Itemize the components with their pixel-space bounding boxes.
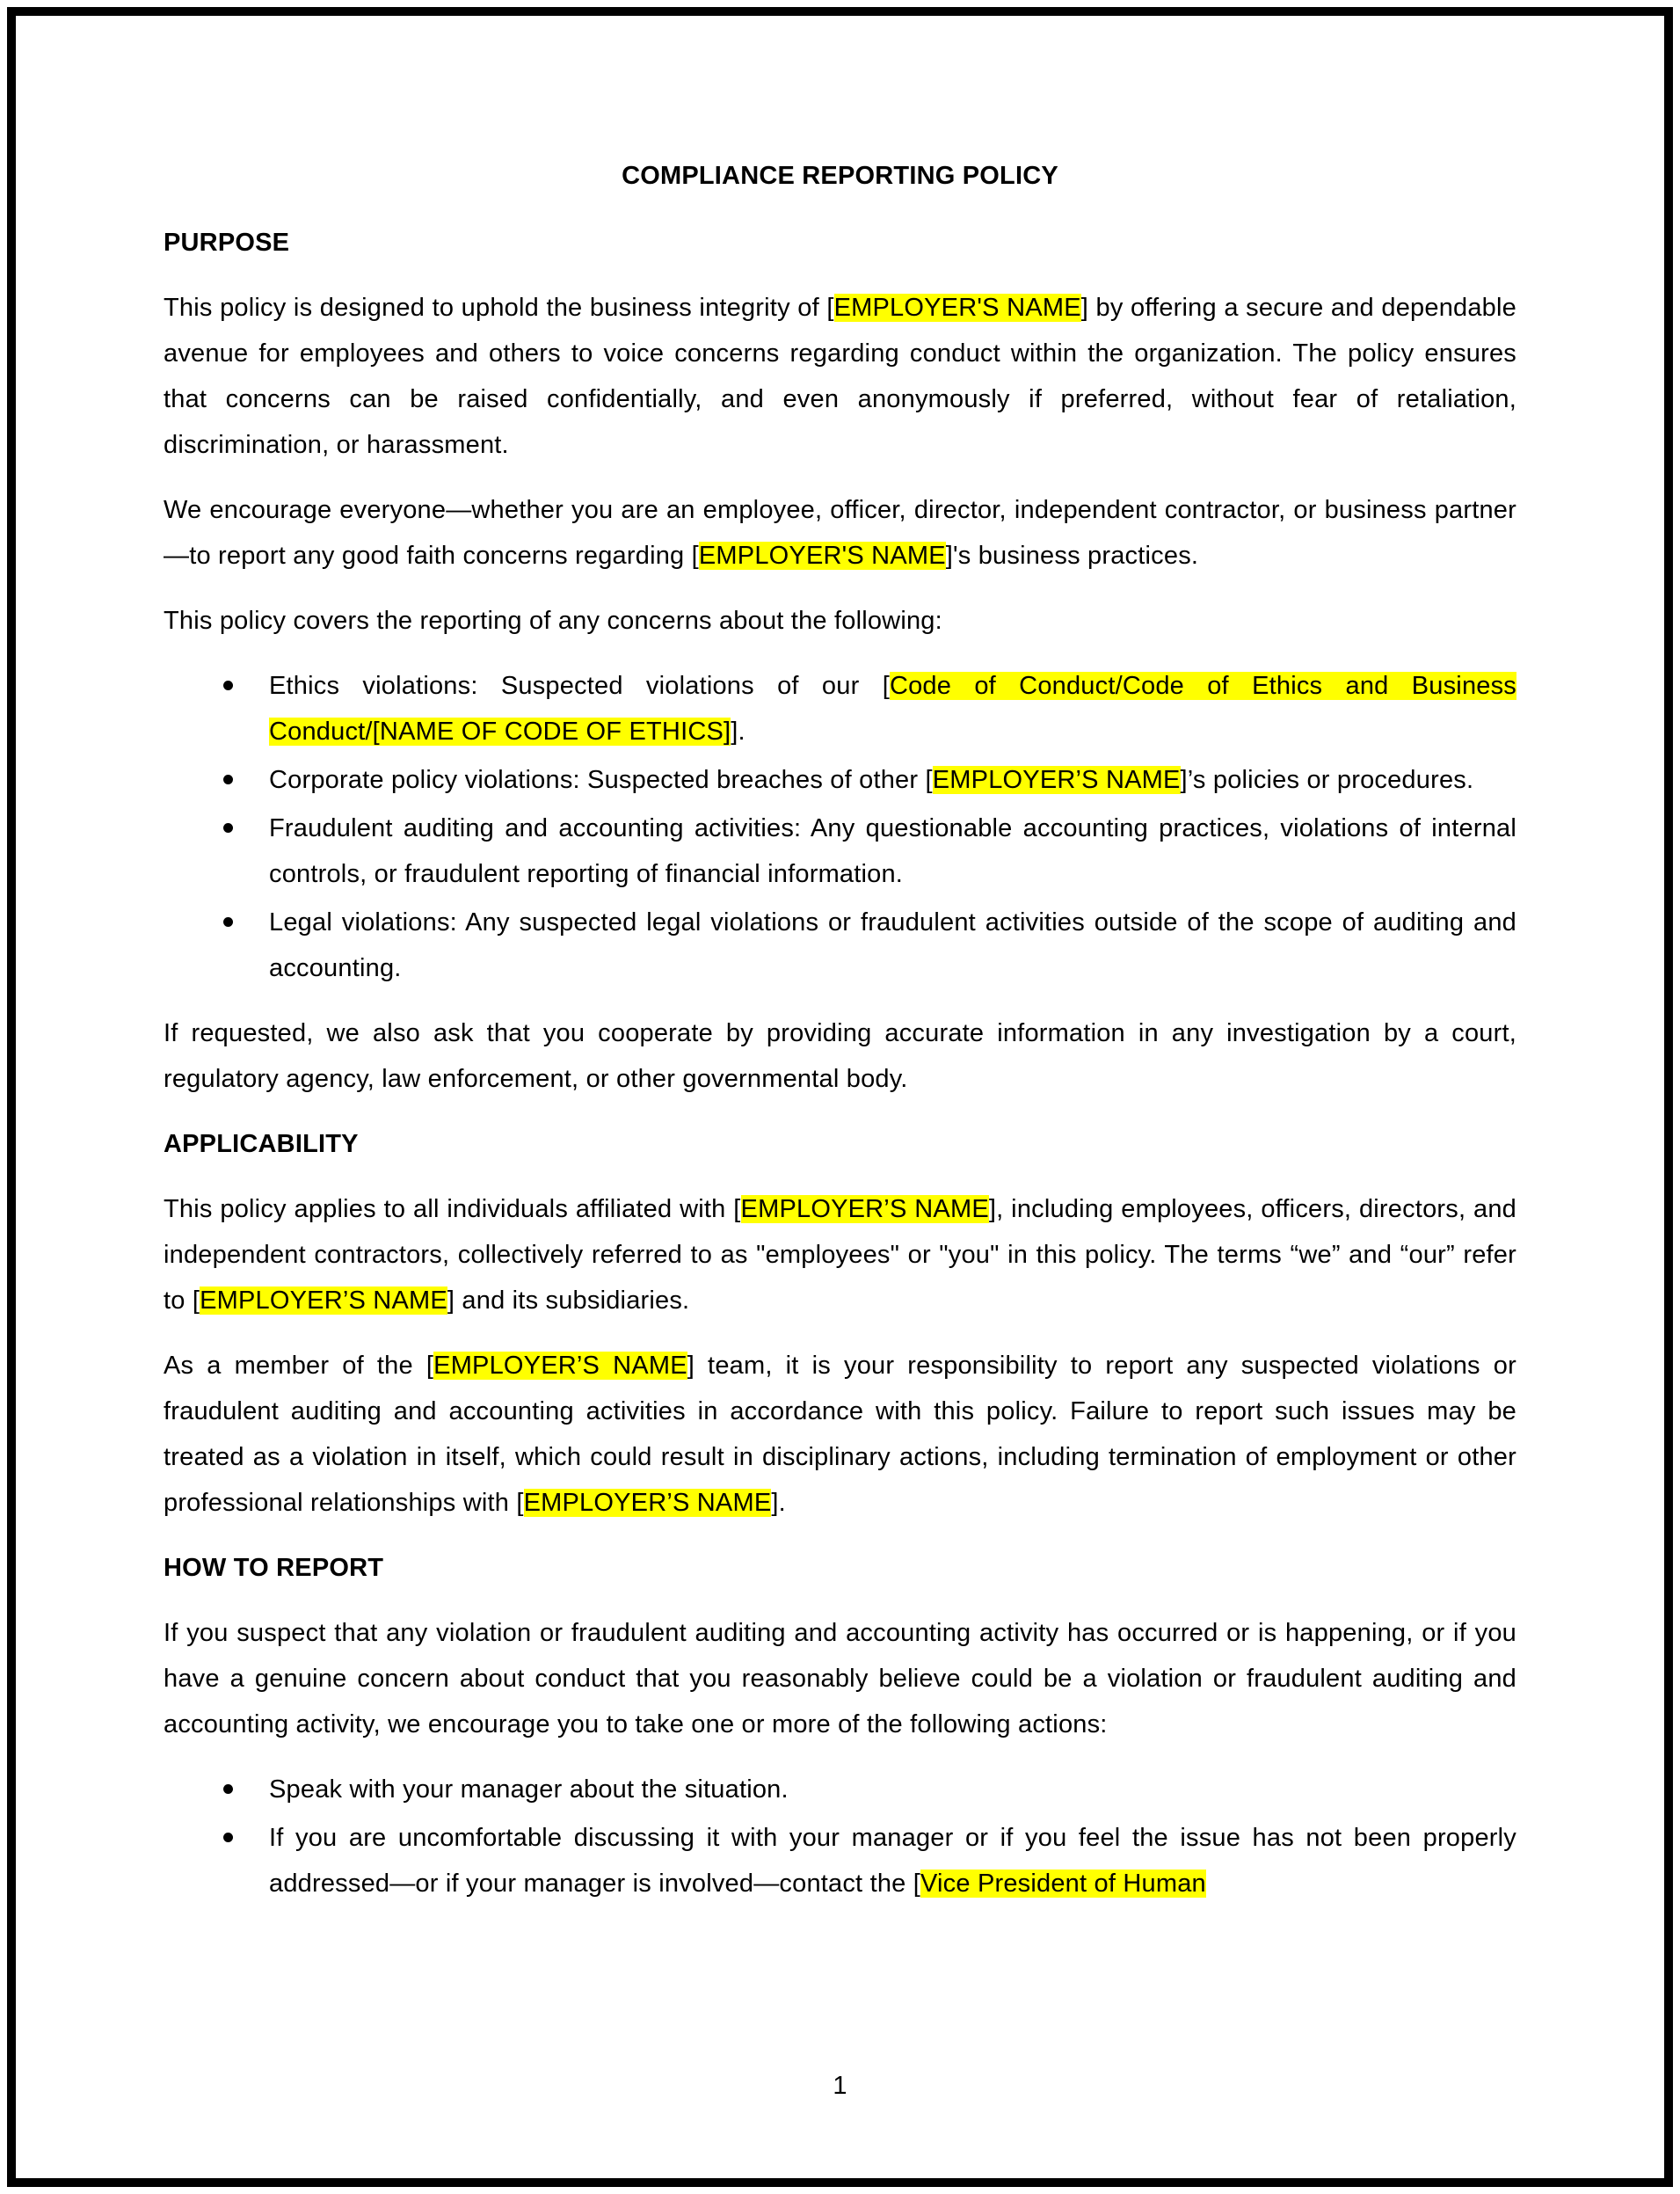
purpose-paragraph-1 [164,285,1516,468]
list-item-ethics-violations [269,663,1516,754]
document-page [7,7,1673,2187]
highlighted-placeholder-employers-name: EMPLOYER’S NAME [433,1352,687,1380]
text-run: ] by offering a secure and dependable avenue for employees and others to voice concerns regarding conduct within the organization. The policy ensures that concerns can be raised confidentially, and even anonymously if preferred, without fear of retaliation, discrimination, or harassment. [164,294,1516,459]
list-item-contact-vice-president [269,1815,1516,1906]
highlighted-placeholder-employers-name: EMPLOYER'S NAME [698,542,946,570]
how-to-report-bullet-list [164,1767,1516,1906]
page-number: 1 [833,2072,847,2100]
applicability-paragraph-1 [164,1186,1516,1323]
text-run: If you suspect that any violation or fraudulent auditing and accounting activity has occurred or is happening, or if you have a genuine concern about conduct that you reasonably believe could be a violation or fraudulent auditing and accounting activity, we encourage you to take one or more of the following actions: [164,1619,1516,1738]
purpose-paragraph-2 [164,487,1516,579]
text-run: This policy is designed to uphold the business integrity of [ [164,294,834,322]
text-run: This policy covers the reporting of any concerns about the following: [164,607,942,635]
text-run: Ethics violations: Suspected violations of our [ [269,672,890,700]
text-run: Fraudulent auditing and accounting activities: Any questionable accounting practices, violations of internal controls, or fraudulent reporting of financial information. [269,814,1516,888]
list-item-corporate-policy-violations [269,757,1516,803]
section-heading-purpose: PURPOSE [164,229,290,257]
text-run: ] team, it is your responsibility to report any suspected violations or fraudulent auditing and accounting activities in accordance with this policy. Failure to report such issues may be treated as a violation in itself, which could result in disciplinary actions, including termination of employment or other professional relationships with [ [164,1352,1516,1517]
highlighted-placeholder-employers-name: EMPLOYER’S NAME [932,766,1181,794]
section-heading-applicability: APPLICABILITY [164,1130,359,1158]
highlighted-placeholder-vice-president: Vice President of Human [920,1870,1206,1898]
text-run: Corporate policy violations: Suspected breaches of other [ [269,766,933,794]
text-run: ] and its subsidiaries. [447,1287,690,1315]
text-run: We encourage everyone—whether you are an employee, officer, director, independent contractor, or business partner—to report any good faith concerns regarding [ [164,496,1516,570]
how-to-report-paragraph-1 [164,1610,1516,1747]
highlighted-placeholder-employers-name: EMPLOYER’S NAME [523,1489,772,1517]
text-run: ], including employees, officers, directors, and independent contractors, collectively referred to as "employees" or "you" in this policy. The terms “we” and “our” refer to [ [164,1195,1516,1315]
text-run: ]. [731,718,745,746]
list-item-legal-violations [269,900,1516,991]
text-run: This policy applies to all individuals affiliated with [ [164,1195,741,1223]
purpose-paragraph-3 [164,598,1516,644]
document-content [16,16,1664,1926]
purpose-bullet-list [164,663,1516,991]
section-heading-how-to-report: HOW TO REPORT [164,1554,384,1582]
applicability-paragraph-2 [164,1343,1516,1526]
purpose-paragraph-4 [164,1010,1516,1102]
highlighted-placeholder-employers-name: EMPLOYER'S NAME [833,294,1081,322]
list-item-speak-with-manager [269,1767,1516,1812]
text-run: ]’s policies or procedures. [1180,766,1474,794]
text-run: As a member of the [ [164,1352,434,1380]
text-run: If you are uncomfortable discussing it with your manager or if you feel the issue has not been properly addressed—or if your manager is involved—contact the [ [269,1824,1516,1898]
text-run: ]. [771,1489,786,1517]
highlighted-placeholder-code-of-conduct: Code of Conduct/Code of Ethics and Business Conduct/[NAME OF CODE OF ETHICS] [269,672,1516,746]
list-item-fraudulent-auditing [269,805,1516,897]
text-run: If requested, we also ask that you cooperate by providing accurate information in any investigation by a court, regulatory agency, law enforcement, or other governmental body. [164,1019,1516,1093]
highlighted-placeholder-employers-name: EMPLOYER’S NAME [740,1195,989,1223]
highlighted-placeholder-employers-name: EMPLOYER’S NAME [200,1287,447,1315]
text-run: Speak with your manager about the situation. [269,1775,789,1804]
text-run: Legal violations: Any suspected legal violations or fraudulent activities outside of the scope of auditing and accounting. [269,908,1516,982]
text-run: ]'s business practices. [945,542,1199,570]
document-title: COMPLIANCE REPORTING POLICY [622,162,1058,190]
